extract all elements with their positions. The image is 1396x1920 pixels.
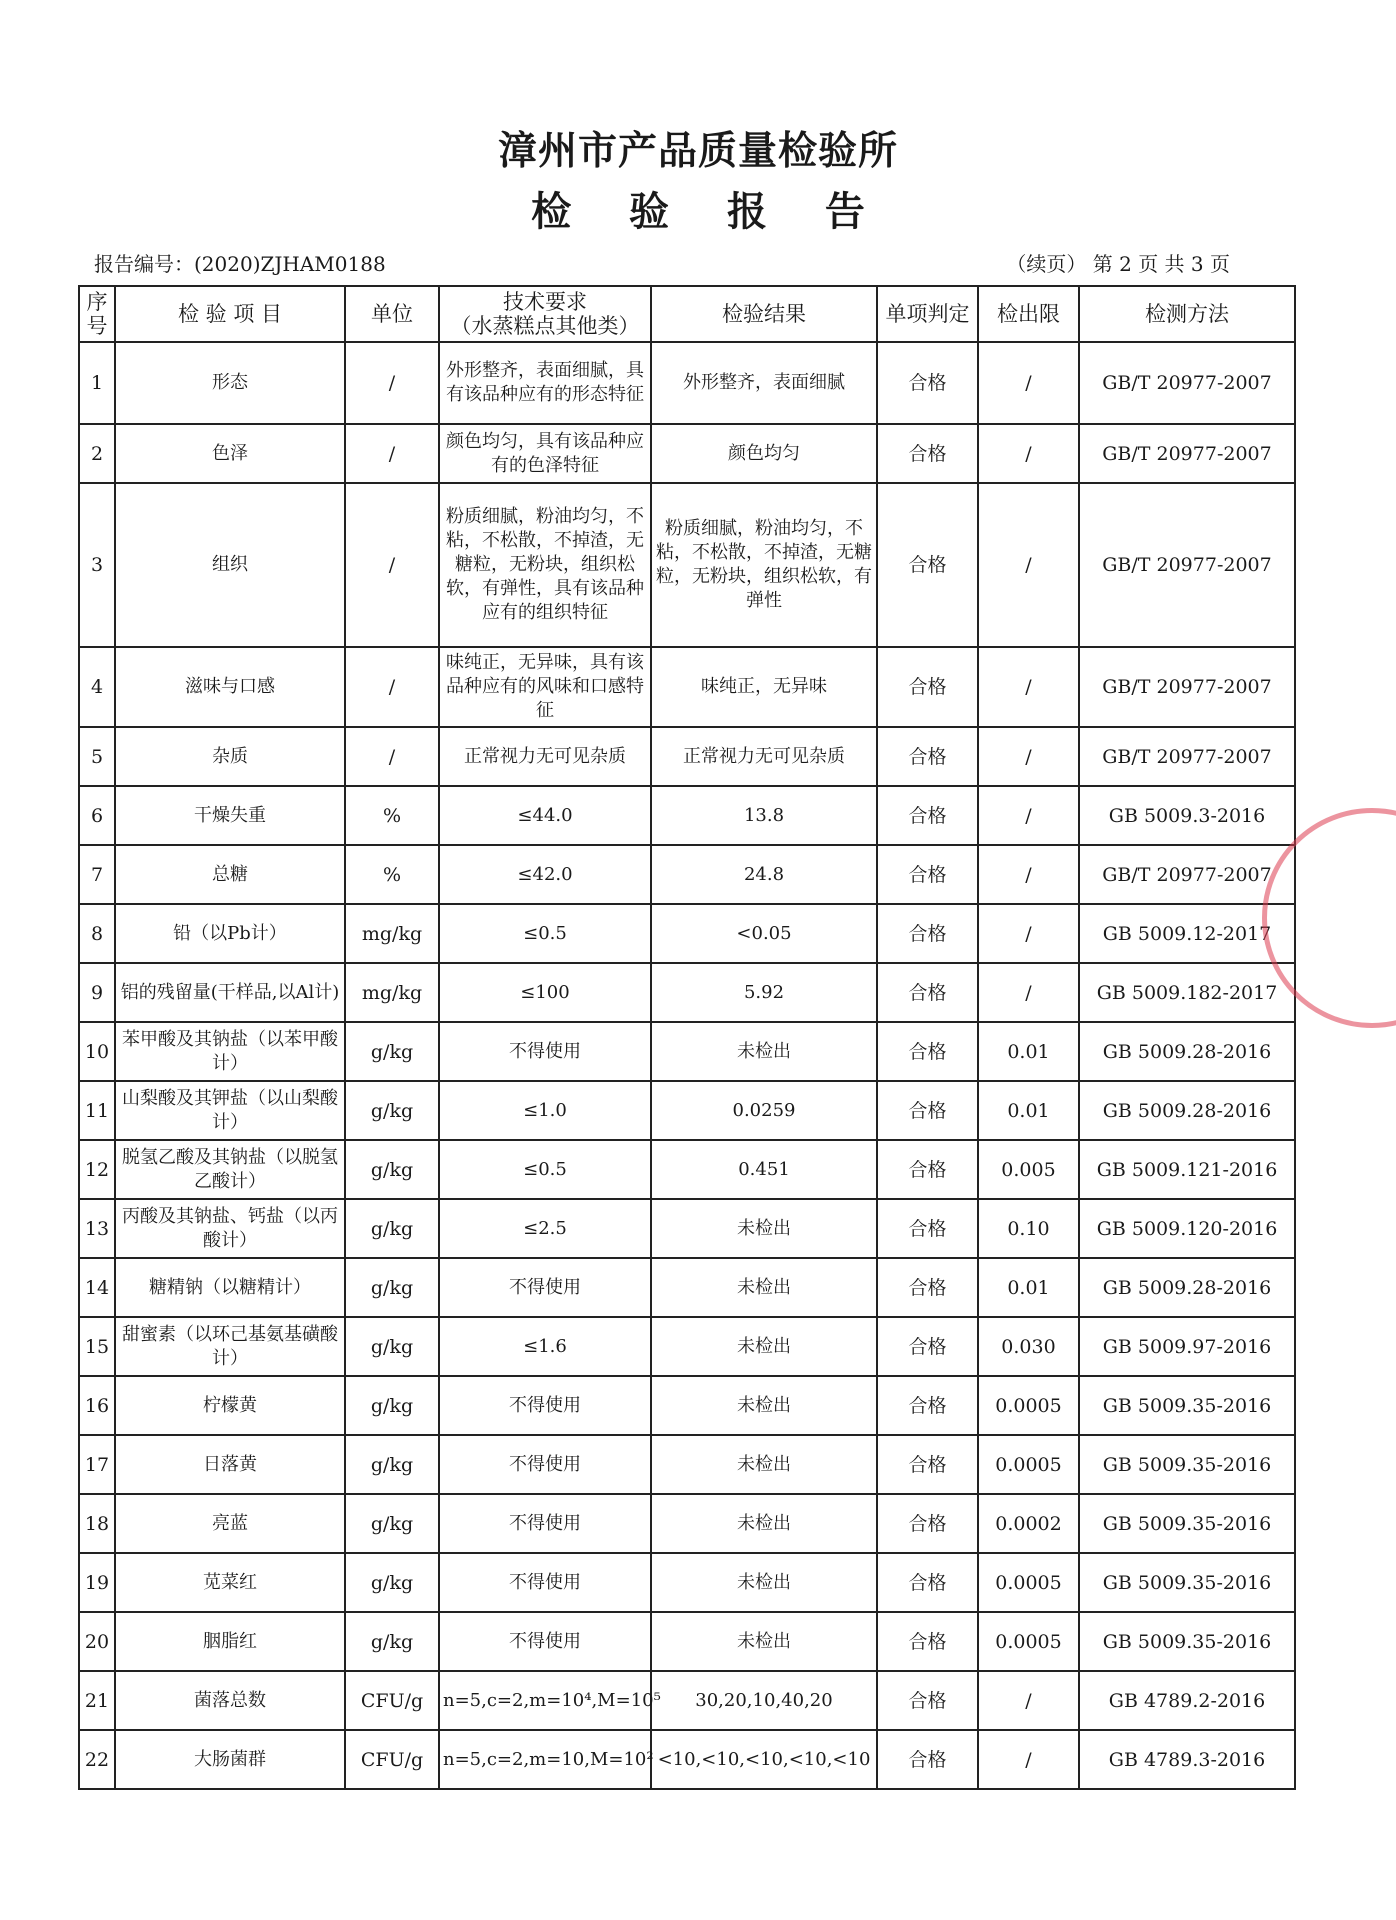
cell-limit: / <box>978 342 1079 424</box>
cell-result: 粉质细腻，粉油均匀，不粘，不松散，不掉渣，无糖粒，无粉块，组织松软，有弹性 <box>651 483 877 647</box>
cell-result: 未检出 <box>651 1317 877 1376</box>
cell-result: <10,<10,<10,<10,<10 <box>651 1730 877 1789</box>
cell-judge: 合格 <box>877 845 978 904</box>
cell-item: 胭脂红 <box>115 1612 345 1671</box>
cell-no: 2 <box>79 424 115 483</box>
cell-req: 不得使用 <box>439 1376 651 1435</box>
cell-no: 15 <box>79 1317 115 1376</box>
table-row <box>79 1730 1295 1789</box>
cell-method: GB/T 20977-2007 <box>1079 727 1295 786</box>
cell-req: ≤1.6 <box>439 1317 651 1376</box>
cell-method: GB 5009.35-2016 <box>1079 1612 1295 1671</box>
cell-item: 大肠菌群 <box>115 1730 345 1789</box>
cell-limit: / <box>978 483 1079 647</box>
cell-limit: / <box>978 1671 1079 1730</box>
cell-method: GB 5009.97-2016 <box>1079 1317 1295 1376</box>
cell-method: GB/T 20977-2007 <box>1079 424 1295 483</box>
cell-judge: 合格 <box>877 424 978 483</box>
col-header-judgement: 单项判定 <box>877 286 978 342</box>
cell-limit: 0.005 <box>978 1140 1079 1199</box>
col-header-method: 检测方法 <box>1079 286 1295 342</box>
cell-req: 不得使用 <box>439 1022 651 1081</box>
cell-result: 30,20,10,40,20 <box>651 1671 877 1730</box>
cell-unit: / <box>345 424 439 483</box>
cell-method: GB/T 20977-2007 <box>1079 647 1295 727</box>
table-row <box>79 727 1295 786</box>
table-row <box>79 963 1295 1022</box>
cell-limit: / <box>978 845 1079 904</box>
cell-item: 山梨酸及其钾盐（以山梨酸计） <box>115 1081 345 1140</box>
cell-limit: / <box>978 647 1079 727</box>
cell-result: 外形整齐，表面细腻 <box>651 342 877 424</box>
cell-result: 未检出 <box>651 1022 877 1081</box>
cell-judge: 合格 <box>877 1730 978 1789</box>
requirement-header-line2: （水蒸糕点其他类） <box>450 314 640 338</box>
cell-no: 11 <box>79 1081 115 1140</box>
cell-result: 5.92 <box>651 963 877 1022</box>
cell-item: 铝的残留量(干样品,以Al计) <box>115 963 345 1022</box>
cell-judge: 合格 <box>877 727 978 786</box>
cell-unit: g/kg <box>345 1494 439 1553</box>
cell-item: 铅（以Pb计） <box>115 904 345 963</box>
cell-result: 0.0259 <box>651 1081 877 1140</box>
cell-limit: / <box>978 963 1079 1022</box>
cell-item: 亮蓝 <box>115 1494 345 1553</box>
cell-no: 22 <box>79 1730 115 1789</box>
cell-judge: 合格 <box>877 786 978 845</box>
cell-limit: 0.0005 <box>978 1553 1079 1612</box>
cell-judge: 合格 <box>877 1199 978 1258</box>
cell-req: 不得使用 <box>439 1494 651 1553</box>
cell-req: ≤0.5 <box>439 1140 651 1199</box>
cell-limit: 0.0005 <box>978 1376 1079 1435</box>
page-info: （续页） 第 2 页 共 3 页 <box>1006 252 1230 276</box>
cell-req: 不得使用 <box>439 1258 651 1317</box>
cell-item: 苯甲酸及其钠盐（以苯甲酸计） <box>115 1022 345 1081</box>
cell-item: 干燥失重 <box>115 786 345 845</box>
cell-item: 菌落总数 <box>115 1671 345 1730</box>
cell-unit: g/kg <box>345 1435 439 1494</box>
table-row <box>79 845 1295 904</box>
cell-no: 19 <box>79 1553 115 1612</box>
cell-unit: / <box>345 727 439 786</box>
cell-limit: / <box>978 424 1079 483</box>
cell-item: 日落黄 <box>115 1435 345 1494</box>
cell-item: 甜蜜素（以环己基氨基磺酸计） <box>115 1317 345 1376</box>
cell-no: 5 <box>79 727 115 786</box>
cell-no: 21 <box>79 1671 115 1730</box>
cell-unit: CFU/g <box>345 1671 439 1730</box>
cell-method: GB 5009.35-2016 <box>1079 1376 1295 1435</box>
cell-item: 糖精钠（以糖精计） <box>115 1258 345 1317</box>
table-row <box>79 904 1295 963</box>
cell-no: 3 <box>79 483 115 647</box>
cell-req: 外形整齐，表面细腻，具有该品种应有的形态特征 <box>439 342 651 424</box>
cell-item: 柠檬黄 <box>115 1376 345 1435</box>
table-row <box>79 424 1295 483</box>
cell-req: 正常视力无可见杂质 <box>439 727 651 786</box>
table-row <box>79 483 1295 647</box>
cell-result: 未检出 <box>651 1494 877 1553</box>
cell-no: 17 <box>79 1435 115 1494</box>
cell-judge: 合格 <box>877 1671 978 1730</box>
col-header-item: 检 验 项 目 <box>115 286 345 342</box>
cell-item: 形态 <box>115 342 345 424</box>
cell-judge: 合格 <box>877 1612 978 1671</box>
table-row <box>79 1553 1295 1612</box>
table-row <box>79 1317 1295 1376</box>
cell-no: 20 <box>79 1612 115 1671</box>
cell-no: 18 <box>79 1494 115 1553</box>
cell-item: 苋菜红 <box>115 1553 345 1612</box>
cell-result: 未检出 <box>651 1199 877 1258</box>
cell-item: 杂质 <box>115 727 345 786</box>
cell-no: 4 <box>79 647 115 727</box>
cell-req: ≤42.0 <box>439 845 651 904</box>
organization-title: 漳州市产品质量检验所 <box>497 128 898 174</box>
cell-result: 24.8 <box>651 845 877 904</box>
cell-result: <0.05 <box>651 904 877 963</box>
cell-judge: 合格 <box>877 1317 978 1376</box>
cell-method: GB 5009.182-2017 <box>1079 963 1295 1022</box>
cell-req: 不得使用 <box>439 1553 651 1612</box>
cell-method: GB 5009.28-2016 <box>1079 1258 1295 1317</box>
table-row <box>79 1494 1295 1553</box>
cell-req: ≤1.0 <box>439 1081 651 1140</box>
cell-limit: / <box>978 1730 1079 1789</box>
table-row <box>79 1435 1295 1494</box>
table-header-row <box>79 286 1295 342</box>
cell-judge: 合格 <box>877 963 978 1022</box>
cell-result: 0.451 <box>651 1140 877 1199</box>
cell-unit: g/kg <box>345 1376 439 1435</box>
cell-req: 味纯正，无异味，具有该品种应有的风味和口感特征 <box>439 647 651 727</box>
table-row <box>79 647 1295 727</box>
cell-req: ≤0.5 <box>439 904 651 963</box>
cell-result: 13.8 <box>651 786 877 845</box>
cell-method: GB/T 20977-2007 <box>1079 845 1295 904</box>
cell-judge: 合格 <box>877 1258 978 1317</box>
cell-req: 不得使用 <box>439 1612 651 1671</box>
cell-no: 7 <box>79 845 115 904</box>
cell-unit: mg/kg <box>345 963 439 1022</box>
cell-req: ≤100 <box>439 963 651 1022</box>
cell-judge: 合格 <box>877 1140 978 1199</box>
cell-item: 色泽 <box>115 424 345 483</box>
cell-req: n=5,c=2,m=10⁴,M=10⁵ <box>439 1671 651 1730</box>
cell-no: 6 <box>79 786 115 845</box>
cell-judge: 合格 <box>877 1376 978 1435</box>
cell-judge: 合格 <box>877 904 978 963</box>
cell-unit: CFU/g <box>345 1730 439 1789</box>
cell-req: 颜色均匀，具有该品种应有的色泽特征 <box>439 424 651 483</box>
cell-unit: g/kg <box>345 1140 439 1199</box>
cell-req: ≤44.0 <box>439 786 651 845</box>
cell-judge: 合格 <box>877 1553 978 1612</box>
cell-unit: g/kg <box>345 1022 439 1081</box>
cell-no: 12 <box>79 1140 115 1199</box>
cell-method: GB 5009.12-2017 <box>1079 904 1295 963</box>
cell-req: n=5,c=2,m=10,M=10² <box>439 1730 651 1789</box>
table-row <box>79 1612 1295 1671</box>
cell-judge: 合格 <box>877 1081 978 1140</box>
table-row <box>79 1140 1295 1199</box>
cell-no: 8 <box>79 904 115 963</box>
table-row <box>79 1199 1295 1258</box>
table-row <box>79 1081 1295 1140</box>
cell-limit: / <box>978 904 1079 963</box>
cell-no: 13 <box>79 1199 115 1258</box>
report-number: 报告编号：(2020)ZJHAM0188 <box>94 252 386 276</box>
col-header-no: 序号 <box>79 286 115 342</box>
table-row <box>79 1376 1295 1435</box>
cell-method: GB 5009.121-2016 <box>1079 1140 1295 1199</box>
cell-judge: 合格 <box>877 1435 978 1494</box>
cell-method: GB 5009.35-2016 <box>1079 1435 1295 1494</box>
cell-item: 总糖 <box>115 845 345 904</box>
table-row <box>79 342 1295 424</box>
cell-method: GB 5009.35-2016 <box>1079 1494 1295 1553</box>
cell-result: 未检出 <box>651 1435 877 1494</box>
cell-method: GB 5009.3-2016 <box>1079 786 1295 845</box>
cell-judge: 合格 <box>877 1022 978 1081</box>
cell-result: 未检出 <box>651 1376 877 1435</box>
cell-req: 粉质细腻，粉油均匀，不粘，不松散，不掉渣，无糖粒，无粉块，组织松软，有弹性，具有该品种应有的组织特征 <box>439 483 651 647</box>
cell-no: 16 <box>79 1376 115 1435</box>
cell-method: GB 4789.3-2016 <box>1079 1730 1295 1789</box>
cell-item: 滋味与口感 <box>115 647 345 727</box>
cell-unit: / <box>345 647 439 727</box>
cell-no: 10 <box>79 1022 115 1081</box>
cell-method: GB/T 20977-2007 <box>1079 483 1295 647</box>
cell-method: GB 5009.28-2016 <box>1079 1022 1295 1081</box>
cell-unit: g/kg <box>345 1199 439 1258</box>
cell-req: ≤2.5 <box>439 1199 651 1258</box>
cell-limit: 0.01 <box>978 1258 1079 1317</box>
cell-judge: 合格 <box>877 647 978 727</box>
report-title: 检 验 报 告 <box>531 188 887 235</box>
cell-item: 组织 <box>115 483 345 647</box>
cell-result: 未检出 <box>651 1553 877 1612</box>
cell-method: GB 5009.120-2016 <box>1079 1199 1295 1258</box>
cell-result: 未检出 <box>651 1612 877 1671</box>
col-header-requirement <box>439 286 651 342</box>
cell-unit: mg/kg <box>345 904 439 963</box>
cell-limit: 0.030 <box>978 1317 1079 1376</box>
col-header-unit: 单位 <box>345 286 439 342</box>
cell-judge: 合格 <box>877 342 978 424</box>
cell-unit: g/kg <box>345 1317 439 1376</box>
cell-result: 味纯正，无异味 <box>651 647 877 727</box>
cell-limit: / <box>978 727 1079 786</box>
cell-result: 颜色均匀 <box>651 424 877 483</box>
cell-method: GB 4789.2-2016 <box>1079 1671 1295 1730</box>
cell-unit: g/kg <box>345 1612 439 1671</box>
cell-limit: / <box>978 786 1079 845</box>
cell-limit: 0.01 <box>978 1081 1079 1140</box>
cell-limit: 0.0005 <box>978 1612 1079 1671</box>
cell-no: 9 <box>79 963 115 1022</box>
cell-unit: / <box>345 483 439 647</box>
col-header-result: 检验结果 <box>651 286 877 342</box>
table-row <box>79 1671 1295 1730</box>
table-row <box>79 1022 1295 1081</box>
cell-method: GB/T 20977-2007 <box>1079 342 1295 424</box>
cell-limit: 0.01 <box>978 1022 1079 1081</box>
inspection-table <box>78 285 1296 1790</box>
cell-req: 不得使用 <box>439 1435 651 1494</box>
table-row <box>79 786 1295 845</box>
cell-judge: 合格 <box>877 1494 978 1553</box>
cell-result: 未检出 <box>651 1258 877 1317</box>
cell-unit: g/kg <box>345 1258 439 1317</box>
cell-unit: g/kg <box>345 1081 439 1140</box>
cell-no: 1 <box>79 342 115 424</box>
cell-limit: 0.0002 <box>978 1494 1079 1553</box>
cell-unit: % <box>345 786 439 845</box>
cell-limit: 0.0005 <box>978 1435 1079 1494</box>
cell-unit: / <box>345 342 439 424</box>
cell-unit: g/kg <box>345 1553 439 1612</box>
table-row <box>79 1258 1295 1317</box>
cell-no: 14 <box>79 1258 115 1317</box>
cell-limit: 0.10 <box>978 1199 1079 1258</box>
requirement-header-line1: 技术要求 <box>503 290 587 314</box>
cell-judge: 合格 <box>877 483 978 647</box>
cell-item: 丙酸及其钠盐、钙盐（以丙酸计） <box>115 1199 345 1258</box>
cell-result: 正常视力无可见杂质 <box>651 727 877 786</box>
cell-method: GB 5009.28-2016 <box>1079 1081 1295 1140</box>
cell-unit: % <box>345 845 439 904</box>
cell-method: GB 5009.35-2016 <box>1079 1553 1295 1612</box>
cell-item: 脱氢乙酸及其钠盐（以脱氢乙酸计） <box>115 1140 345 1199</box>
col-header-limit: 检出限 <box>978 286 1079 342</box>
